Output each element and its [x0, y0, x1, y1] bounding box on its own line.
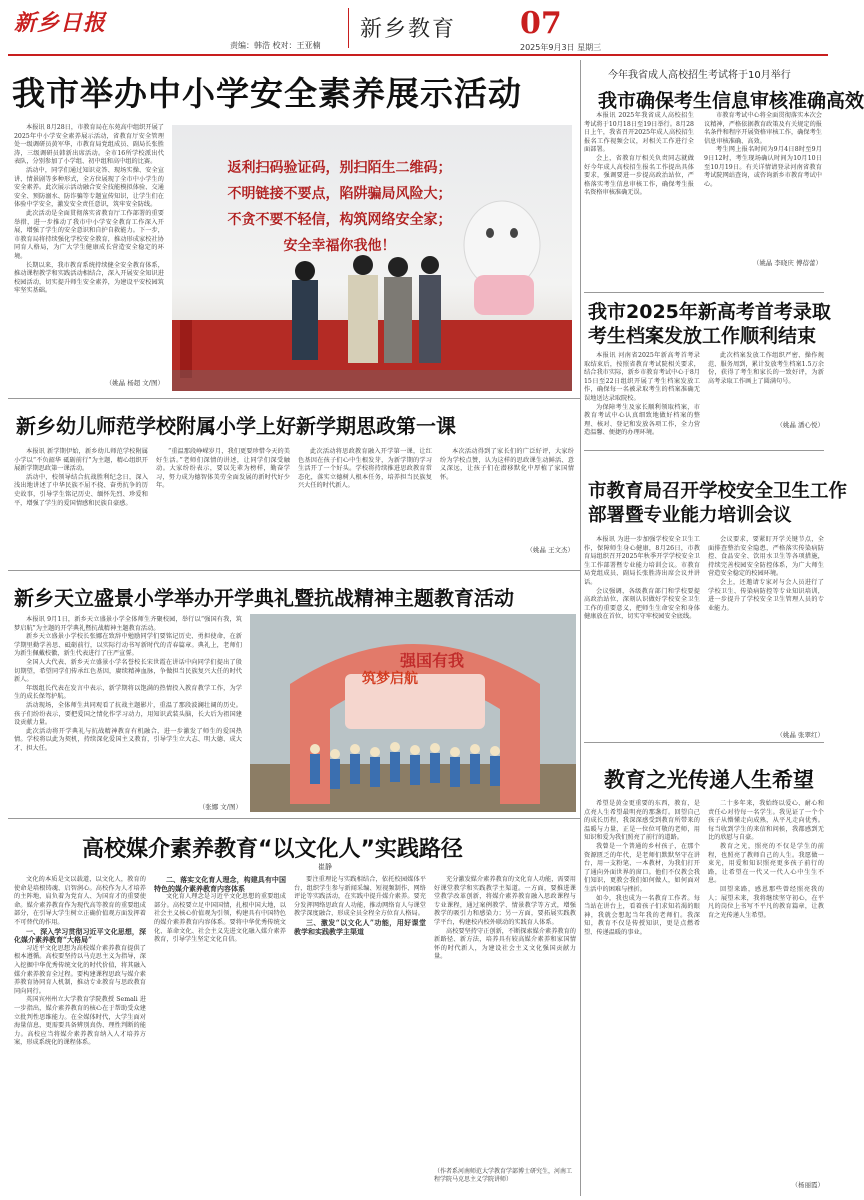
art7-body-col1: 本报讯 为进一步加强学校安全卫生工作，保障师生身心健康，8月26日，市教育局组织召开2025年秋季开学学校安全卫生工作部署暨专业能力培训会议。市教育局党组成员、副局长张胜涛出席会议并讲话。 会议强调，各级教育部门和学校要提高政治站位，深刻认识做好学校安全卫生工作的重要意义，把师生生命安全和身体健康放在首位，切实守牢校园安全底线。 [584, 536, 700, 621]
stage-figures [172, 125, 572, 391]
art5-signature: （姚晶 李晓庆 傅蓓蕾） [752, 259, 822, 267]
art1-body: 本报讯 8月28日，市教育局在东苑高中组织开展了2025年中小学安全素养展示活动，省教育厅安全管理处一级调研员黄军华，市教育局党组成员、副局长张胜涛，三级调研员韩新出席活动。全市16所学校派出代表队，分别参加了小学组、初中组和高中组的比赛。 活动中，同学们通过知识竞答、现场实操、安全宣讲、情景剧等多种形式，全方位展现了全市中小学生的安全素养。此次展示活动融合安全技能模拟体验、交通安全、预防溺水、防诈骗等专题宣传知识，让学生们在体验中学安全，激发安全责任意识，筑牢安全防线。 此次活动是全面贯彻落实省教育厅工作部署的重要举措，进一步推动了我市中小学安全教育工作深入开展，增强了学生的安全意识和自护自救能力。下一步，市教育局将持续强化学校安全教育，推动形成家校社协同育人格局，为广大学生健康成长营造安全稳定的环境。 长期以来，我市教育系统持续健全安全教育体系，推动课程教学和实践活动相结合，深入开展安全知识进校园活动，切实提升师生安全素养，为建设平安校园筑牢坚实基础。 [14, 124, 164, 295]
art8-body-col2: 二十多年来，我始终以爱心、耐心和责任心对待每一名学生。我见证了一个个孩子从懵懂走向成熟，从平凡走向优秀。每当收到学生的来信和问候，我都感到无比的欣慰与自豪。 教育之光，照亮的不仅是学生的前程，也照亮了教师自己的人生。我愿做一束光，用爱和知识照亮更多孩子前行的路，让希望在一代又一代人心中生生不息。 回望来路，感恩那些曾经照亮我的人；展望未来，我将继续坚守初心，在平凡的岗位上书写不平凡的教育篇章，让教育之光传递人生希望。 [708, 800, 824, 919]
art2-body-col4: 本次活动得到了家长们的广泛好评，大家纷纷为学校点赞，认为这样的思政课生动鲜活、意义深远，让孩子们在潜移默化中厚植了家国情怀。 [440, 448, 574, 481]
art6-signature: （姚晶 潘心悦） [776, 421, 824, 429]
column-divider [580, 60, 581, 1196]
art2-body-col2: “重温那段峥嵘岁月，我们更要珍惜今天的美好生活。”老师们深情的讲述，让同学们深受触动。大家纷纷表示，要以先辈为榜样，勤奋学习，努力成为德智体美劳全面发展的新时代好少年。 [156, 448, 290, 490]
art1-photo [172, 125, 572, 391]
art5-title: 我市确保考生信息审核准确高效 [598, 90, 864, 112]
rule [8, 570, 580, 571]
art5-body-col2: 市教育考试中心将全面贯彻落实本次会议精神，严格依据教育政策及有关规定的报名条件和程序开展资格审核工作，确保考生信息审核准确、高效。 考生网上报名时间为9月4日8时至9月9日12时，考生现场确认时间为10月10日至10月19日。有关详情请登录河南省教育考试院网站查询，或咨询新乡市教育考试中心。 [704, 112, 822, 188]
arch-text: 筑梦启航 [362, 671, 418, 687]
art8-title: 教育之光传递人生希望 [604, 768, 814, 792]
art4-body-col2: 二、落实文化育人理念，构建具有中国特色的媒介素养教育内容体系 文化育人理念是习近平文化思想的重要组成部分。高校要立足中国国情，扎根中国大地，以社会主义核心价值观为引领，构建具有中国特色的媒介素养教育内容体系。要将中华优秀传统文化、革命文化、社会主义先进文化融入媒介素养教育，引导学生坚定文化自信。 [154, 875, 286, 944]
rule [584, 742, 824, 743]
banner-line: 安全幸福你我他！ [283, 238, 396, 254]
school-arch [250, 614, 576, 812]
art4-author: 崔静 [318, 863, 332, 871]
editor-credit: 责编：韩浩 校对：王亚楠 [230, 41, 321, 50]
art1-signature: （姚晶 杨超 文/图） [105, 379, 164, 387]
art8-body-col1: 希望是黄金更重要的东西，教育，是点亮人生希望最明亮的那盏灯。回望自己的成长历程，我深深感受到教育所带来的温暖与力量，正是一位位可敬的老师，用知识和爱为我们照亮了前行的道路。 我曾是一个普通的乡村孩子，在那个资源匮乏的年代，是老师们默默坚守在讲台，用一支粉笔、一本教材，为我们打开了通向外面世界的窗口。他们不仅教会我们知识，更教会我们如何做人，如何面对生活中的困难与挫折。 如今，我也成为一名教育工作者。每当站在讲台上，看着孩子们求知若渴的眼神，我就会想起当年我的老师们。我深知，教育不仅是传授知识，更是点燃希望、传递温暖的事业。 [584, 800, 700, 936]
art5-body-col1: 本报讯 2025年我省成人高校招生考试将于10月18日至19日举行。8月28日上午，我省召开2025年成人高校招生报名工作视频会议，对相关工作进行全面部署。 会上，省教育厅相关负责同志就做好今年成人高校招生报名工作提出具体要求，强调要进一步提高政治站位，严格落实考生信息审核工作，确保考生报名资格审核准确无误。 [584, 112, 694, 197]
section-title: 新乡教育 [360, 17, 457, 42]
rule [584, 292, 824, 293]
art3-body: 本报讯 9月1日，新乡天立盛景小学全体师生齐聚校园，举行以“强国有我，筑梦启航”为主题的开学典礼暨抗战精神主题教育活动。 新乡天立盛景小学校长张娜在致辞中勉励同学们要铭记历史、勇担使命，在新学期里勤学善思、砥砺前行，以实际行动书写新时代的青春篇章。典礼上，老师们为新生佩戴校徽，新生代表进行了庄严宣誓。 全国人大代表、新乡天立盛景小学名誉校长宋世霞在讲话中向同学们提出了殷切期望，希望同学们传承红色基因，赓续精神血脉，争做担当民族复兴大任的时代新人。 年级组长代表在发言中表示，新学期将以饱满的热情投入教育教学工作，为学生的成长保驾护航。 活动现场，全体师生共同观看了抗战主题影片，重温了那段波澜壮阔的历史。孩子们纷纷表示，要把爱国之情化作学习动力，用知识武装头脑，长大后为祖国建设贡献力量。 此次活动将开学典礼与抗战精神教育有机融合，进一步激发了师生的爱国热情。学校将以此为契机，持续深化爱国主义教育，引导学生立大志、明大德、成大才、担大任。 [14, 616, 242, 752]
art6-title: 我市2025年新高考首考录取 考生档案发放工作顺利结束 [588, 301, 831, 347]
rule [8, 398, 580, 399]
art4-body-col4: 充分激发媒介素养教育的文化育人功能，需要用好课堂教学和实践教学主渠道。一方面，要推进课堂教学改革创新，将媒介素养教育融入思政课程与专业课程，通过案例教学、情景教学等方式，增强教学的吸引力和感染力；另一方面，要拓展实践教学平台，构建校内校外联动的实践育人体系。 高校要坚持守正创新，不断探索媒介素养教育的新路径、新方法，培养具有较高媒介素养和家国情怀的时代新人，为建设社会主义文化强国贡献力量。 [434, 876, 576, 961]
art7-title: 市教育局召开学校安全卫生工作 部署暨专业能力培训会议 [588, 481, 848, 526]
art3-title: 新乡天立盛景小学举办开学典礼暨抗战精神主题教育活动 [14, 586, 514, 610]
banner-line: 不明链接不要点，陷阱骗局风险大； [227, 186, 452, 202]
rule [8, 818, 580, 819]
art4-footnote: （作者系河南师范大学教育学部博士研究生，河南工程学院马克思主义学院讲师） [434, 1168, 573, 1183]
art2-title: 新乡幼儿师范学校附属小学上好新学期思政第一课 [16, 414, 456, 438]
art7-body-col2: 会议要求，要紧盯开学关键节点，全面排查整治安全隐患，严格落实传染病防控、食品安全、饮用水卫生等各项措施，持续完善校园安全防控体系，为广大师生营造安全稳定的校园环境。 会上，还邀请专家对与会人员进行了学校卫生、传染病防控等专业知识培训，进一步提升了学校安全卫生管理人员的专业能力。 [708, 536, 824, 612]
art6-body-col1: 本报讯 河南省2025年新高考首考录取结束后，按照省教育考试院相关要求，结合我市实际，新乡市教育考试中心于8月15日至22日组织开展了考生档案发放工作，确保每一名被录取考生的档案准确无误地送达录取院校。 为保障考生及家长顺利领取档案，市教育考试中心认真细致地做好档案的整理、核对、登记和发放各项工作，全力营造温馨、便捷的办理环境。 [584, 352, 700, 437]
art2-body-col3: 此次活动将思政教育融入开学第一课，让红色基因在孩子们心中生根发芽，为新学期的学习生活开了一个好头。学校将持续推进思政教育常态化，落实立德树人根本任务，培养担当民族复兴大任的时代新人。 [298, 448, 432, 490]
art4-title: 高校媒介素养教育“以文化人”实践路径 [82, 837, 463, 862]
arch-text: 强国有我 [400, 651, 465, 670]
art2-signature: （姚晶 王文杰） [526, 546, 574, 554]
newspaper-logo: 新乡日报 [14, 10, 107, 36]
header-divider [348, 8, 349, 48]
banner-line: 返利扫码验证码，别扫陌生二维码； [227, 160, 452, 176]
art5-kicker: 今年我省成人高校招生考试将于10月举行 [608, 70, 791, 81]
art3-photo [250, 614, 576, 812]
page-number: 07 [520, 6, 562, 41]
art3-signature: （张娜 文/图） [198, 803, 242, 811]
header-rule [8, 54, 828, 56]
art7-signature: （姚晶 张翠红） [776, 731, 824, 739]
art1-title: 我市举办中小学安全素养展示活动 [12, 74, 522, 113]
rule [584, 450, 824, 451]
issue-date: 2025年9月3日 星期三 [520, 43, 602, 52]
art2-body-col1: 本报讯 新学期伊始，新乡幼儿师范学校附属小学以“不负韶华 砥砺前行”为主题，精心组织开展新学期思政第一课活动。 活动中，校领导结合抗战胜利纪念日，深入浅出地讲述了中华民族不屈不挠、奋勇抗争的历史故事，引导学生铭记历史、缅怀先烈、珍爱和平，增强了学生的爱国情感和民族自豪感。 [14, 448, 148, 507]
banner-line: 不贪不要不轻信，构筑网络安全家； [227, 212, 452, 228]
art6-body-col2: 此次档案发放工作组织严密、操作规范、服务周到，累计发放考生档案1.5万余份，获得了考生和家长的一致好评，为新高考录取工作画上了圆满句号。 [708, 352, 824, 385]
art4-body-col1: 文化的本质是文以载道，以文化人，教育的使命是培根铸魂、启智润心。高校作为人才培养的主阵地，肩负着为党育人、为国育才的重要使命。媒介素养教育作为现代高等教育的重要组成部分，在引导大学生树立正确价值观方面发挥着不可替代的作用。 一、深入学习贯彻习近平文化思想，深化媒介素养教育“大格局” 习近平文化思想为高校媒介素养教育提供了根本遵循。高校要坚持以马克思主义为指导，深入挖掘中华优秀传统文化的时代价值，将其融入媒介素养教育全过程。要构建课程思政与媒介素养教育协同育人机制，推动专业教育与思政教育同向同行。 英国宾州州立大学教育学院教授 Semali 进一步指出，媒介素养教育的核心在于帮助受众建立批判性思维能力。在全媒体时代，大学生面对海量信息，更需要具备辨别真伪、理性判断的能力。高校应当将媒介素养教育纳入人才培养方案，形成系统化的课程体系。 [14, 876, 146, 1047]
art8-signature: （杨丽霞） [791, 1181, 824, 1189]
art4-body-col3: 要注重理论与实践相结合，依托校园媒体平台，组织学生参与新闻采编、短视频制作、网络评论等实践活动，在实践中提升媒介素养。要充分发挥网络思政育人功能，推动网络育人与课堂教学深度融合，形成全员全程全方位育人格局。 三、激发“以文化人”功能，用好课堂教学和实践教学主渠道 [294, 876, 426, 936]
